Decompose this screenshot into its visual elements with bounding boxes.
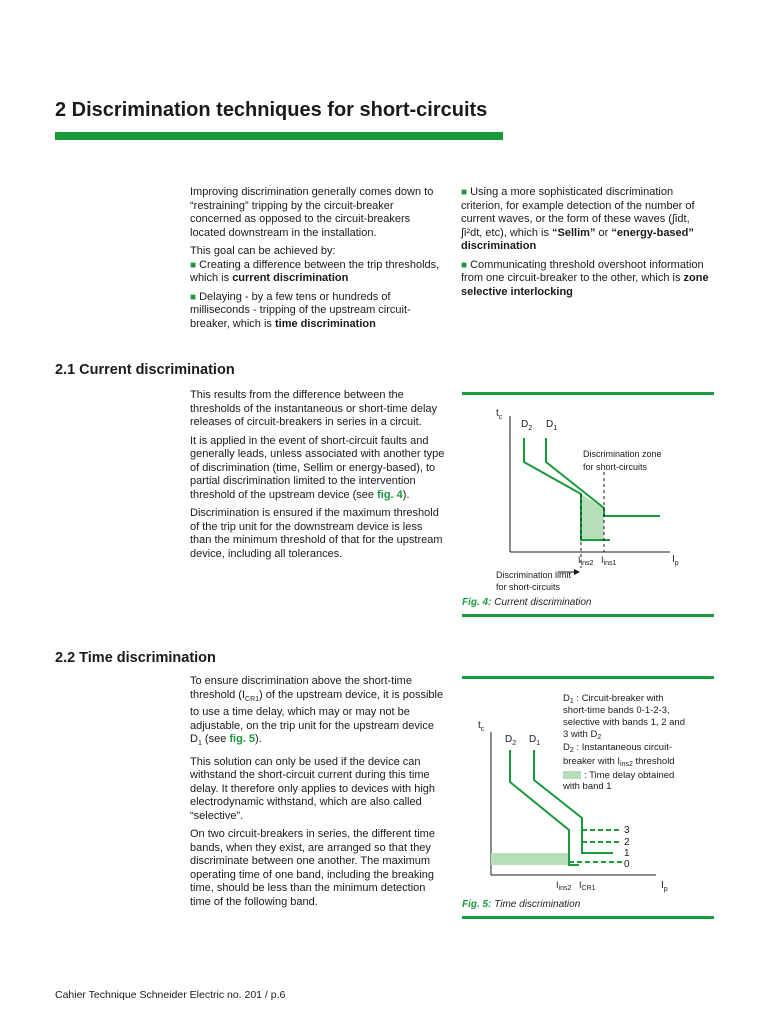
fig5-icr1-label: $I_{CR1}$ bbox=[579, 880, 596, 892]
bullet-square-icon: ■ bbox=[461, 259, 468, 271]
fig5-time-delay-zone bbox=[491, 853, 569, 865]
fig5-legend-d2-2: breaker with $I_{ins2}$ threshold bbox=[563, 756, 675, 768]
fig5-d2-label: $D_2$ bbox=[505, 734, 517, 747]
intro-left-column bbox=[190, 186, 440, 336]
current-paragraph-2: It is applied in the event of short-circuit faults and generally leads, unless associated with another type of discrimination (time, Sellim or energy-based), to partial discrimination limited to the intervention threshold of the upstream device (see fig. 4). bbox=[190, 434, 445, 501]
time-paragraph-3: On two circuit-breakers in series, the different time bands, when they exist, are arranged so that they discriminate between one another. The maximum operating time of one band, including the breaking time, should be less than the minimum detection time of the following band. bbox=[190, 828, 435, 908]
fig5-bottom-rule bbox=[462, 916, 714, 919]
page-title: 2 Discrimination techniques for short-circuits bbox=[55, 99, 488, 121]
fig4-top-rule bbox=[462, 392, 714, 395]
intro-bullet-time: ■ Delaying - by a few tens or hundreds of milliseconds - tripping of the upstream circuit-breaker, which is time discrimination bbox=[190, 290, 411, 330]
fig4-discrimination-zone bbox=[581, 494, 604, 540]
fig5-diagram bbox=[462, 680, 714, 898]
fig5-band-label-1: 1 bbox=[624, 848, 630, 859]
fig5-ins2-label: $I_{ins2}$ bbox=[556, 880, 572, 892]
intro-paragraph-1: Improving discrimination generally comes down to “restraining” tripping by the circuit-breaker concerned as opposed to the circuit-breakers located downstream in the installation. bbox=[190, 186, 434, 239]
section-heading-current: 2.1 Current discrimination bbox=[55, 362, 235, 378]
fig4-zone-label-1: Discrimination zone bbox=[583, 449, 662, 459]
time-paragraph-2: This solution can only be used if the device can withstand the short-circuit current during this time delay. It therefore only applies to devices with high electrodynamic withstand, which are also called “selective”. bbox=[190, 755, 435, 822]
intro-bullet-sellim: ■ Using a more sophisticated discrimination criterion, for example detection of the number of current waves, or the form of these waves (∫idt, ∫i²dt, etc), which is “Sellim” or “energy-based” discrimination bbox=[461, 186, 695, 252]
current-paragraph-1: This results from the difference between the thresholds of the instantaneous or short-time delay releases of circuit-breakers in series in a circuit. bbox=[190, 389, 438, 428]
fig4-diagram bbox=[462, 396, 714, 596]
section-heading-time: 2.2 Time discrimination bbox=[55, 650, 216, 666]
section-current-text bbox=[190, 389, 445, 566]
fig5-band-label-0: 0 bbox=[624, 859, 630, 870]
fig5-ip-label: $I_p$ bbox=[661, 880, 668, 893]
fig5-legend-zone-swatch bbox=[563, 771, 581, 779]
fig5-d1-label: $D_1$ bbox=[529, 734, 541, 747]
bullet-square-icon: ■ bbox=[190, 259, 197, 271]
fig5-legend-zone-1: : Time delay obtained bbox=[584, 770, 675, 781]
fig4-limit-label-2: for short-circuits bbox=[496, 582, 561, 592]
fig5-tc-label: $t_c$ bbox=[478, 720, 485, 733]
fig4-ins2-label: $I_{ins2}$ bbox=[578, 555, 594, 567]
fig5-band-label-3: 3 bbox=[624, 825, 630, 836]
fig4-reference-link[interactable]: fig. 4 bbox=[377, 488, 403, 501]
fig5-legend-d1-1: $D_1$ : Circuit-breaker with bbox=[563, 693, 664, 705]
page-footer: Cahier Technique Schneider Electric no. 201 / p.6 bbox=[55, 989, 286, 1001]
fig5-legend-d2-1: $D_2$ : Instantaneous circuit- bbox=[563, 742, 672, 754]
intro-bullet-current: ■ Creating a difference between the trip thresholds, which is current discrimination bbox=[190, 258, 440, 284]
fig4-zone-label-2: for short-circuits bbox=[583, 462, 648, 472]
fig4-ip-label: $I_p$ bbox=[672, 554, 679, 567]
fig4-caption: Fig. 4: Current discrimination bbox=[462, 597, 592, 608]
fig5-band-label-2: 2 bbox=[624, 837, 630, 848]
fig4-ins1-label: $I_{ins1}$ bbox=[601, 555, 617, 567]
fig5-caption: Fig. 5: Time discrimination bbox=[462, 899, 581, 910]
fig5-legend-zone-2: with band 1 bbox=[563, 781, 612, 792]
fig4-bottom-rule bbox=[462, 614, 714, 617]
intro-bullet-zsi: ■ Communicating threshold overshoot information from one circuit-breaker to the other, which is zone selective interlocking bbox=[461, 258, 709, 298]
section-time-text bbox=[190, 675, 445, 914]
time-paragraph-1: To ensure discrimination above the short-time threshold $(I_{CR1})$ of the upstream device, it is possible to use a time delay, which may or may not be adjustable, on the trip unit for the upstream device $D_1$ (see fig. 5). bbox=[190, 675, 444, 748]
current-paragraph-3: Discrimination is ensured if the maximum threshold of the trip unit for the downstream device is less than the minimum threshold of that for the upstream device, including all tolerances. bbox=[190, 507, 443, 560]
fig5-legend-d1-4: 3 with $D_2$ bbox=[563, 729, 602, 741]
bullet-square-icon: ■ bbox=[190, 291, 197, 303]
fig5-legend-d1-3: selective with bands 1, 2 and bbox=[563, 717, 685, 728]
intro-paragraph-2: This goal can be achieved by: bbox=[190, 245, 336, 257]
bullet-square-icon: ■ bbox=[461, 187, 468, 198]
fig5-reference-link[interactable]: fig. 5 bbox=[229, 733, 256, 746]
fig4-arrowhead-icon bbox=[574, 569, 580, 575]
fig5-top-rule bbox=[462, 676, 714, 679]
fig4-d2-label: $D_2$ bbox=[521, 419, 533, 432]
intro-right-column bbox=[461, 186, 713, 304]
title-divider bbox=[55, 132, 503, 140]
fig4-limit-label-1: Discrimination limit bbox=[496, 570, 572, 580]
fig4-tc-label: $t_c$ bbox=[496, 408, 503, 421]
fig5-legend-d1-2: short-time bands 0-1-2-3, bbox=[563, 705, 670, 716]
fig4-d1-label: $D_1$ bbox=[546, 419, 558, 432]
